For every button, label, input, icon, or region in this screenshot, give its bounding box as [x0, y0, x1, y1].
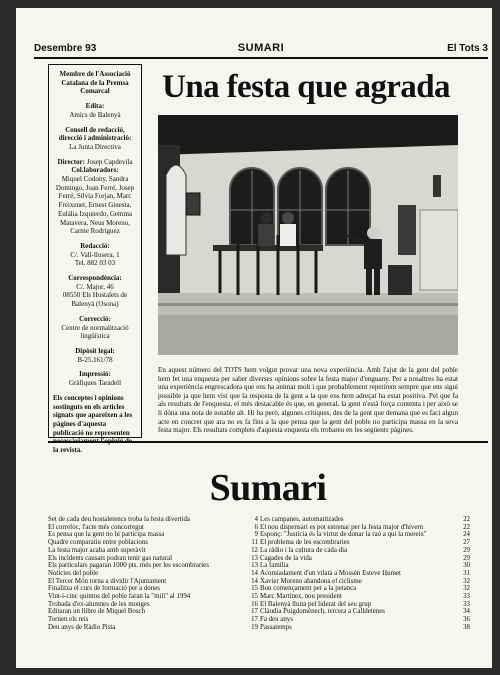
contents-entry-page: 33: [463, 600, 470, 608]
contents-entry: [260, 516, 470, 524]
contents-entry-page: 32: [463, 585, 470, 593]
board: La Junta Directiva: [69, 142, 121, 151]
contents-entry: [260, 601, 470, 609]
proofreading: Centre de normalització lingüística: [61, 323, 129, 341]
printer-label: Impressió:: [79, 370, 111, 379]
contents-entry-title: Fa deu anys: [260, 616, 293, 624]
director: Josep Capdevila: [86, 157, 133, 166]
director-label: Director:: [57, 157, 86, 166]
contents-entry-page: 29: [463, 554, 470, 562]
contents-entry-title: Trobada d'ex-alumnes de les monges: [48, 600, 150, 608]
contents-entry-page: 13: [251, 554, 258, 562]
contents-entry-title: El Tercer Món torna a dividir l'Ajuntament: [48, 577, 167, 585]
contents-entry: [260, 570, 470, 578]
contents-entry-page: 32: [463, 577, 470, 585]
contents-entry-title: El correfoc, l'acte més concorregut: [48, 523, 144, 531]
disclaimer-note: Els conceptes i opinions sostinguts en els articles signats que apareixen a les pàgines d'aquesta publicació no representen la revista.: [53, 393, 133, 455]
contents-entry-page: 19: [251, 623, 258, 631]
correspondence-address: C/. Major, 46: [76, 282, 114, 291]
contents-entry-title: Passatemps: [260, 623, 292, 631]
contents-entry-page: 22: [463, 523, 470, 531]
legal-deposit: B-25.161/78: [77, 355, 113, 364]
contents-entry-page: 14: [251, 569, 258, 577]
printer: Gràfiques Taradell: [68, 379, 122, 388]
contents-entry-page: 17: [251, 608, 258, 616]
contents-entry-page: 34: [463, 608, 470, 616]
contents-entry-title: La ràdio i la cultura de cada dia: [260, 546, 348, 554]
contents-entry: [48, 608, 258, 616]
contents-entry: [48, 531, 258, 539]
contents-entry: [260, 524, 470, 532]
article-lead: En aquest número del TOTS hem volgut provar una nova experiència. Amb l'ajut de la gent del poble hem fet una enquesta per saber diverses opinions sobre la festa major d'enguany. Per a nosaltres ha estat una experiència engrescadora que ens ha animat molt i que probablement repetirem sempre que ens sigui possible ja que hem vist que la resposta de la gent a la que ens hem adreçat ha estat positiva. Pel que fa als resultats de l'enquesta, el més destacable és que, en general, la gent n'està força contenta i per això se li dóna una nota de notable alt. Hi ha però, algunes crítiques, des de la gent que demana que es faci algun acte en concret que ara no es fa fins a la que pensa que la gent del poble no participa massa en la seva festa major. Els resultats complets d'aquesta enquesta els trobareu en les següents pàgines.: [158, 366, 458, 435]
contents-entry-page: 12: [251, 546, 258, 554]
contents-entry-title: Esponç: "Justícia és la virtut de donar la raó a qui la mereix": [260, 531, 427, 539]
contents-entry: [48, 601, 258, 609]
contents-entry: [260, 555, 470, 563]
section-divider: [48, 441, 488, 443]
contents-entry: [260, 608, 470, 616]
contents-entry: [260, 616, 470, 624]
contents-entry-title: Es pensa que la gent no hi participa massa: [48, 531, 165, 539]
contents-entry: [260, 585, 470, 593]
contents-entry-title: Els particulars pagaran 1000 pts. més per les escombraries: [48, 562, 209, 570]
contents-entry: [48, 585, 258, 593]
contents-entry-page: 36: [463, 616, 470, 624]
contents-entry-page: 16: [251, 600, 258, 608]
collaborators: Miquel Codony, Sandra Domingo, Joan Ferré, Josep Ferré, Sílvia Forjan, Marc Freixenet, Ernest Ginesta, Eulàlia Izquierdo, Gemma Matavera, Neus Moreno, Carme Rodríguez: [55, 175, 135, 236]
contents-entry-title: Clàudia Puigdomènech, tercera a Calldetenes: [260, 608, 385, 616]
page-number: El Tots 3: [447, 43, 488, 54]
contents-entry-page: 11: [251, 539, 258, 547]
contents-entry-title: Bon començament per a la petanca: [260, 585, 357, 593]
editorial-office-address: C/. Vall-llosera, 1: [70, 250, 120, 259]
correspondence-label: Correspondència:: [68, 274, 122, 283]
contents-entry: [260, 531, 470, 539]
contents-entry-title: Editaran un llibre de Miquel Bosch: [48, 608, 146, 616]
contents-entry-page: 33: [463, 593, 470, 601]
contents-entry: [48, 562, 258, 570]
credits-box: [48, 64, 142, 455]
contents-entry-page: 24: [463, 531, 470, 539]
contents-entry: [260, 624, 470, 632]
contents-entry-title: El Balenyà lluita pel liderat del seu grup: [260, 600, 372, 608]
correspondence-city: 08550 Els Hostalets de Balenyà (Osona): [62, 291, 128, 309]
contents-entry-title: Vint-i-cinc quintos del poble faran la "mili" al 1994: [48, 593, 191, 601]
contents-entry: [260, 593, 470, 601]
contents-list-right: [260, 516, 470, 632]
contents-entry-page: 15: [251, 593, 258, 601]
proofreading-label: Correcció:: [79, 314, 111, 323]
contents-entry-page: 9: [254, 531, 258, 539]
contents-list-left: [48, 516, 258, 632]
contents-entry: [260, 539, 470, 547]
contents-entry-title: Cagades de la vida: [260, 554, 312, 562]
publisher-label: Edita:: [85, 102, 105, 111]
contents-entry-page: 29: [463, 546, 470, 554]
contents-entry-title: Set de cada deu hostaletencs troba la festa divertida: [48, 516, 190, 523]
contents-entry-title: Les campanes, automatitzades: [260, 516, 344, 523]
contents-title: Sumari: [209, 467, 327, 509]
stage-photo: [158, 115, 458, 355]
contents-entry-title: El problema de les escombraries: [260, 539, 350, 547]
contents-entry: [48, 624, 258, 632]
contents-entry-title: Finalitza el curs de formació per a dones: [48, 585, 160, 593]
contents-entry-title: La festa major acaba amb superàvit: [48, 546, 146, 554]
contents-entry: [48, 578, 258, 586]
contents-entry-page: 38: [463, 623, 470, 631]
contents-entry-page: 31: [463, 569, 470, 577]
contents-entry: [260, 562, 470, 570]
contents-entry-title: Els incidents causats podran tenir gas natural: [48, 554, 172, 562]
contents-entry: [48, 524, 258, 532]
contents-entry-title: Notícies del poble: [48, 569, 99, 577]
board-label: Consell de redacció, direcció i administració:: [58, 125, 132, 143]
contents-entry-title: Quadre comparatiu entre poblacions: [48, 539, 149, 547]
contents-entry: [48, 555, 258, 563]
publisher: Amics de Balenyà: [69, 110, 121, 119]
editorial-office-phone: Tel. 882 03 03: [74, 259, 116, 268]
page-header: [34, 37, 488, 59]
contents-entry: [48, 570, 258, 578]
contents-entry-title: Xavier Moreno abandona el ciclisme: [260, 577, 362, 585]
collaborators-label: Col.laboradors:: [71, 166, 119, 175]
contents-entry-page: 13: [251, 562, 258, 570]
association-membership: Membre de l'Associació Catalana de la Premsa Comarcal: [59, 70, 131, 96]
contents-entry-page: 22: [463, 516, 470, 523]
contents-entry-title: Deu anys de Ràdio Pista: [48, 623, 116, 631]
contents-entry: [48, 539, 258, 547]
contents-entry-title: El nou dispensari es pot estrenar per la festa major d'hivern: [260, 523, 424, 531]
contents-entry: [48, 616, 258, 624]
contents-entry: [260, 578, 470, 586]
contents-entry-page: 17: [251, 616, 258, 624]
contents-entry: [48, 593, 258, 601]
contents-entry-page: 6: [254, 523, 258, 531]
contents-entry: [260, 547, 470, 555]
contents-entry-page: 30: [463, 562, 470, 570]
contents-entry-title: Marc Martínez, nou president: [260, 593, 342, 601]
issue-date: Desembre 93: [34, 43, 97, 54]
contents-entry-title: La família: [260, 562, 289, 570]
editorial-office-label: Redacció:: [80, 241, 110, 250]
legal-deposit-label: Dipòsit legal:: [75, 346, 115, 355]
contents-entry: [48, 547, 258, 555]
contents-entry-title: Tornen els reis: [48, 616, 89, 624]
contents-entry-page: 4: [254, 516, 258, 523]
article-headline: Una festa que agrada: [162, 69, 450, 105]
contents-entry-page: 15: [251, 585, 258, 593]
contents-entry-page: 27: [463, 539, 470, 547]
section-title: SUMARI: [237, 42, 285, 54]
contents-entry-page: 14: [251, 577, 258, 585]
contents-entry-title: Acomiadament d'un vilatà a Mossèn Esteve Humet: [260, 569, 401, 577]
contents-entry: [48, 516, 258, 524]
